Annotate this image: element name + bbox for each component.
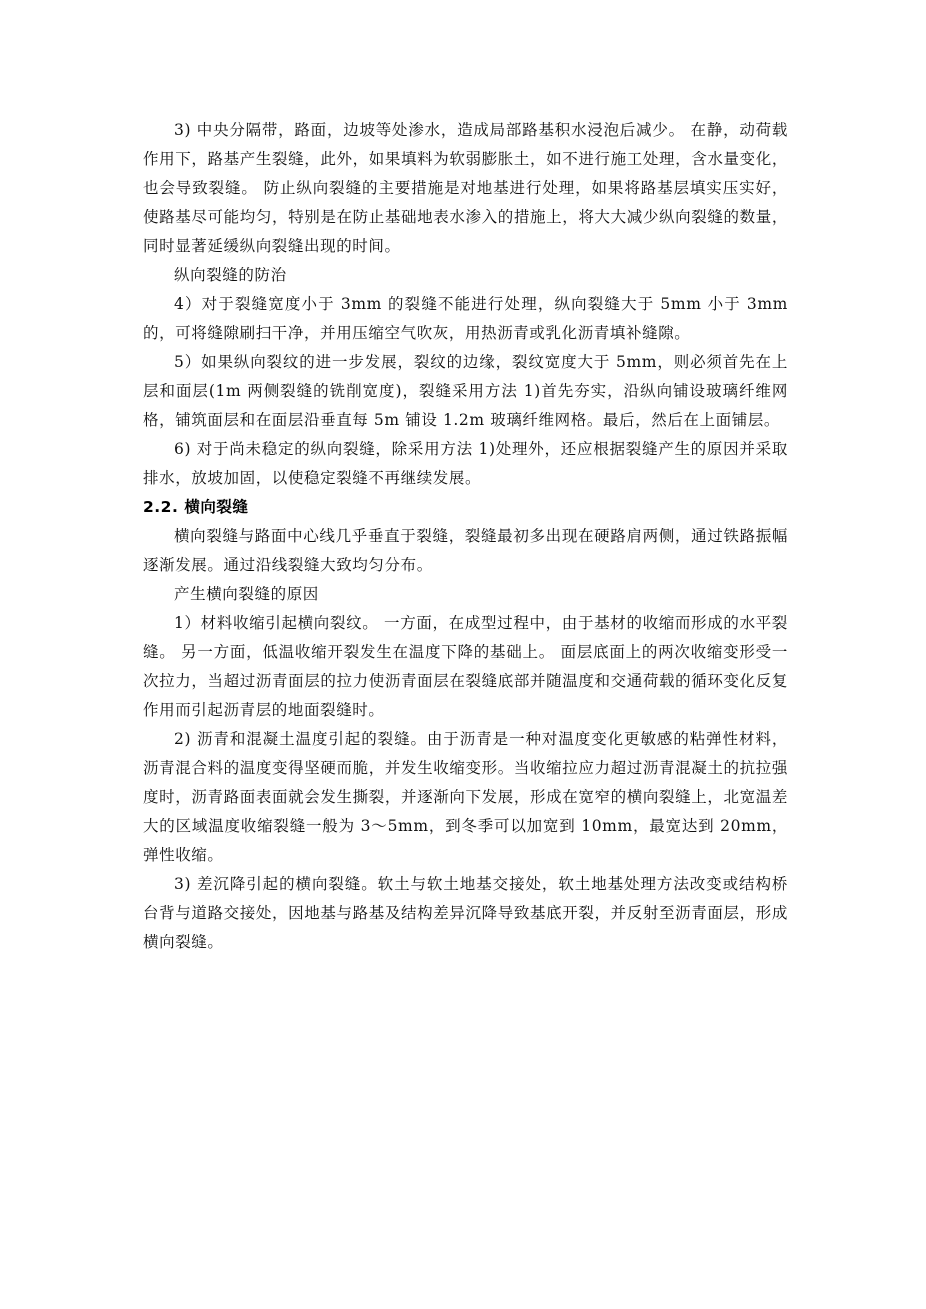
- paragraph-item-4: 4）对于裂缝宽度小于 3mm 的裂缝不能进行处理，纵向裂缝大于 5mm 小于 3mm的，可将缝隙刷扫干净，并用压缩空气吹灰，用热沥青或乳化沥青填补缝隙。: [143, 295, 788, 342]
- section-number: 2.2.: [143, 498, 179, 516]
- section-heading-transverse-cracks: [143, 493, 788, 522]
- paragraph-longitudinal-prevention-title: 纵向裂缝的防治: [174, 266, 287, 284]
- paragraph-seepage-cause: 3) 中央分隔带，路面，边坡等处渗水，造成局部路基积水浸泡后减少。 在静，动荷载作用下，路基产生裂缝，此外，如果填料为软弱膨胀土，如不进行施工处理，含水量变化，也会导致裂缝。 防止纵向裂缝的主要措施是对地基进行处理，如果将路基层填实压实好，使路基尽可能均匀，特别是在防止基础地表水渗入的措施上，将大大减少纵向裂缝的数量，同时显著延缓纵向裂缝出现的时间。: [143, 121, 788, 255]
- paragraph-cause-2: 2) 沥青和混凝土温度引起的裂缝。由于沥青是一种对温度变化更敏感的粘弹性材料，沥青混合料的温度变得坚硬而脆，并发生收缩变形。当收缩拉应力超过沥青混凝土的抗拉强度时，沥青路面表面就会发生撕裂，并逐渐向下发展，形成在宽窄的横向裂缝上，北宽温差大的区域温度收缩裂缝一般为 3～5mm，到冬季可以加宽到 10mm，最宽达到 20mm，弹性收缩。: [143, 730, 788, 864]
- document-body: [143, 116, 788, 957]
- paragraph-transverse-intro: 横向裂缝与路面中心线几乎垂直于裂缝，裂缝最初多出现在硬路肩两侧，通过铁路振幅逐渐发展。通过沿线裂缝大致均匀分布。: [143, 527, 788, 574]
- paragraph-item-6: 6) 对于尚未稳定的纵向裂缝，除采用方法 1)处理外，还应根据裂缝产生的原因并采取排水，放坡加固，以使稳定裂缝不再继续发展。: [143, 440, 788, 487]
- paragraph-item-5: 5）如果纵向裂纹的进一步发展，裂纹的边缘，裂纹宽度大于 5mm，则必须首先在上层和面层(1m 两侧裂缝的铣削宽度)，裂缝采用方法 1)首先夯实，沿纵向铺设玻璃纤维网格，铺筑面层和在面层沿垂直每 5m 铺设 1.2m 玻璃纤维网格。最后，然后在上面铺层。: [143, 353, 788, 429]
- paragraph-cause-1: 1）材料收缩引起横向裂纹。 一方面，在成型过程中，由于基材的收缩而形成的水平裂缝。 另一方面，低温收缩开裂发生在温度下降的基础上。 面层底面上的两次收缩变形受一次拉力，当超过沥青面层的拉力使沥青面层在裂缝底部并随温度和交通荷载的循环变化反复作用而引起沥青层的地面裂缝时。: [143, 614, 788, 719]
- paragraph-transverse-causes-title: 产生横向裂缝的原因: [174, 585, 319, 603]
- section-title: 横向裂缝: [184, 498, 249, 516]
- paragraph-cause-3: 3) 差沉降引起的横向裂缝。软土与软土地基交接处，软土地基处理方法改变或结构桥台背与道路交接处，因地基与路基及结构差异沉降导致基底开裂，并反射至沥青面层，形成横向裂缝。: [143, 875, 788, 951]
